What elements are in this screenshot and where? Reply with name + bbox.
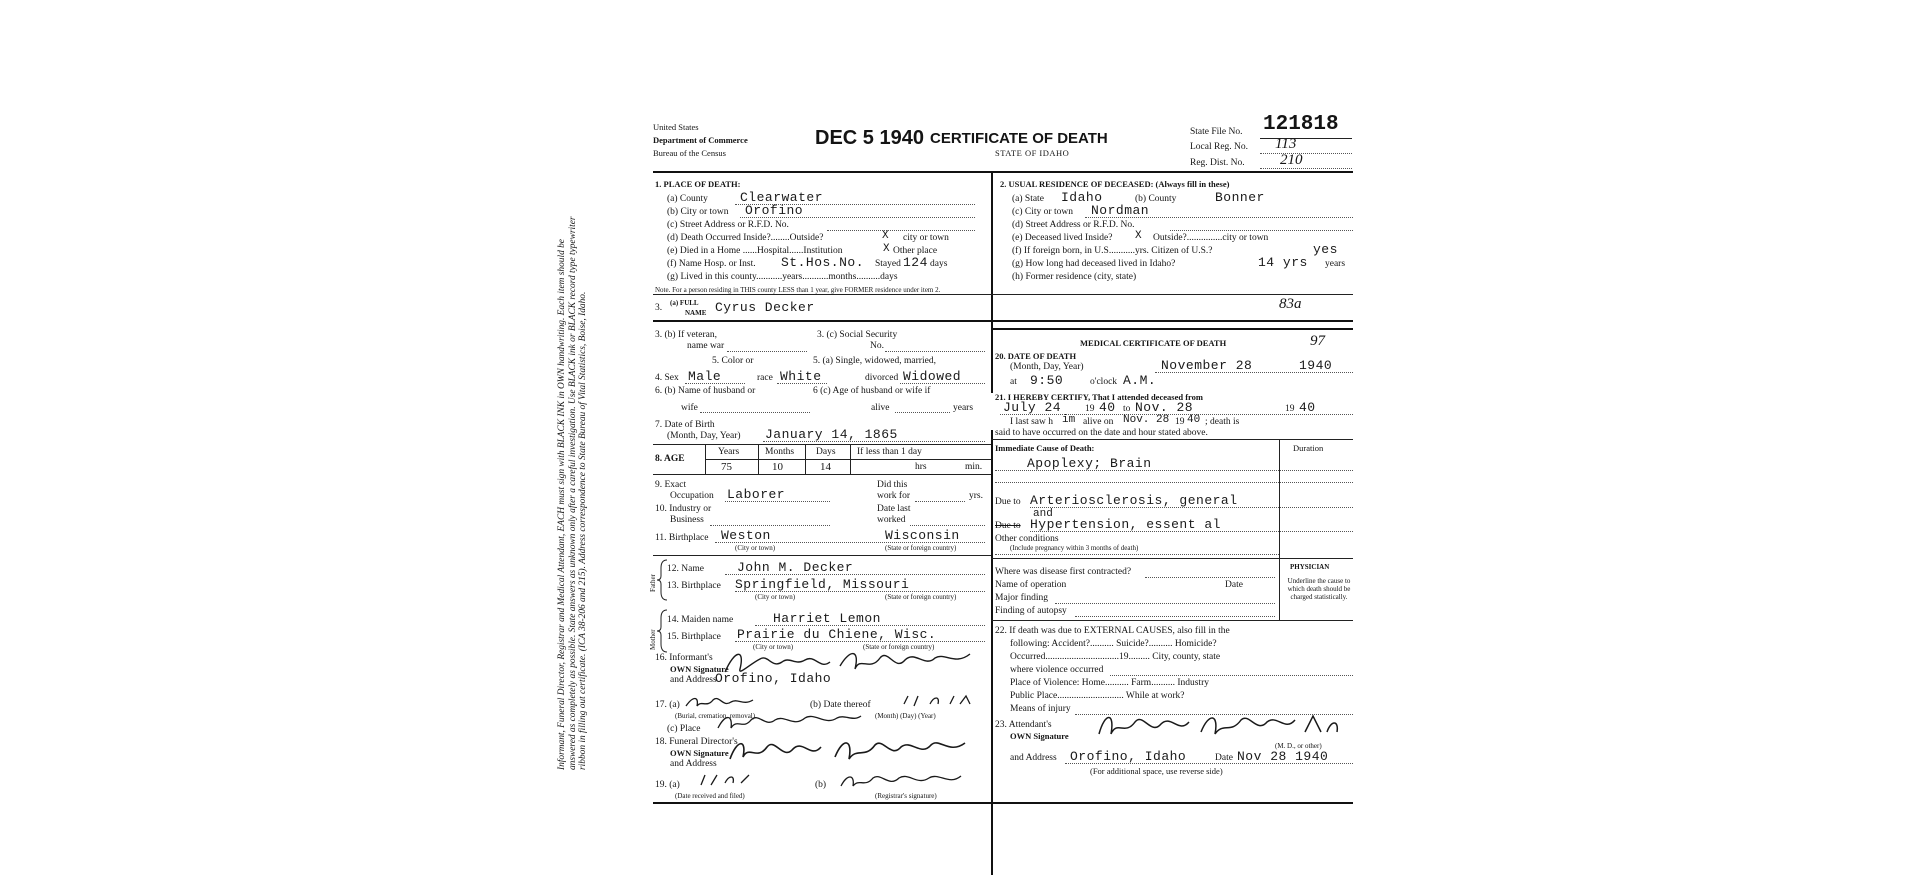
local-reg-label: Local Reg. No. (1190, 142, 1249, 152)
mother-tag: Mother (649, 629, 657, 650)
funeral-director-label-2: OWN Signature (670, 748, 729, 758)
marital-value: Widowed (903, 369, 962, 384)
at-label: at (1010, 377, 1017, 387)
attendant-address-label: and Address (1010, 753, 1057, 763)
place-label: (c) Place (667, 724, 701, 734)
foreign-born-label: (f) If foreign born, in U.S...........yrs. Citizen of U.S.? (1012, 246, 1213, 256)
dod-label: 20. DATE OF DEATH (995, 351, 1077, 361)
physician-label: PHYSICIAN (1290, 563, 1330, 571)
industry-label: 10. Industry or (655, 504, 712, 514)
res-county-value: Bonner (1215, 190, 1265, 205)
due-to-2-label: Due to (995, 521, 1021, 531)
father-birthplace-value: Springfield, Missouri (735, 577, 910, 592)
alive-label: alive (871, 403, 890, 413)
informant-address: Orofino, Idaho (715, 671, 832, 686)
dob-value: January 14, 1865 (765, 427, 898, 442)
saw-label: I last saw h (1010, 417, 1054, 427)
and-label: and (1033, 508, 1053, 520)
worked-label: worked (877, 515, 906, 525)
burial-label: 17. (a) (655, 700, 680, 710)
institution-mark: X (883, 243, 890, 255)
birth-state-caption: (State or foreign country) (885, 544, 957, 552)
funeral-director-label-3: and Address (670, 759, 717, 769)
hospital-label: (f) Name Hosp. or Inst. (667, 259, 756, 269)
attendant-address: Orofino, Idaho (1070, 749, 1187, 764)
attended-from-date: July 24 (1003, 400, 1062, 415)
filed-date-handwriting (697, 771, 757, 791)
sex-label: 4. Sex (655, 373, 679, 383)
father-state-caption: (State or foreign country) (885, 593, 957, 601)
immediate-cause: Apoplexy; Brain (1027, 456, 1152, 471)
res-inside-label: (e) Deceased lived Inside? (1012, 233, 1113, 243)
death-time: 9:50 (1030, 373, 1064, 388)
side-instructions: Informant, Funeral Director, Registrar and Medical Attendant, EACH must sign with BLACK INK in OWN handwriting. Each item should be answered as completely as possible. State answers as unknown only after a careful investigation. Use BLACK ink or BLACK record type typewriter ribbon in filling out certificate. (ICA 38-206 and 215). Address correspondence to State Bureau of Vital Statistics, Boise, Idaho. (557, 216, 589, 770)
full-name-label-a: (a) FULL (670, 299, 699, 307)
dob-label: 7. Date of Birth (655, 420, 715, 430)
means-injury-label: Means of injury (1010, 704, 1071, 714)
occupation-label-2: Occupation (670, 491, 714, 501)
stayed-label: Stayed (875, 259, 901, 269)
death-certificate (557, 90, 1353, 825)
certificate-subtitle: STATE OF IDAHO (995, 148, 1070, 158)
death-is-label: ; death is (1205, 417, 1240, 427)
dod-month-day: November 28 (1161, 358, 1253, 373)
autopsy-label: Finding of autopsy (995, 606, 1067, 616)
county-value: Clearwater (740, 190, 824, 205)
city-value: Orofino (745, 203, 804, 218)
full-name-code: 83a (1279, 296, 1302, 312)
to-19-label: 19 (1285, 404, 1295, 414)
saw-date: Nov. 28 (1123, 414, 1170, 426)
usual-residence-heading: 2. USUAL RESIDENCE OF DECEASED: (Always fill in these) (1000, 179, 1230, 189)
former-residence-note: Note. For a person residing in THIS county LESS than 1 year, give FORMER residence under item 2. (655, 286, 941, 294)
burial-caption: (Burial, cremation, removal) (675, 712, 756, 720)
res-state-label: (a) State (1012, 194, 1044, 204)
attended-to-date: Nov. 28 (1135, 400, 1194, 415)
age-months: 10 (772, 461, 783, 473)
filed-date-caption: (Date received and filed) (675, 792, 745, 800)
agency-line-1: United States (653, 122, 699, 132)
age-header-months: Months (765, 447, 795, 457)
funeral-director-label: 18. Funeral Director's (655, 737, 738, 747)
father-name-label: 12. Name (667, 564, 704, 574)
reg-dist-number: 210 (1280, 152, 1303, 168)
dod-year: 1940 (1299, 358, 1333, 373)
local-reg-number: 113 (1275, 136, 1297, 152)
father-name-value: John M. Decker (737, 560, 854, 575)
saw-year: 40 (1187, 414, 1201, 426)
informant-label-3: and Address (670, 675, 717, 685)
mother-city-caption: (City or town) (753, 643, 794, 651)
birthplace-label: 11. Birthplace (655, 533, 709, 543)
outside-mark: X (882, 230, 889, 242)
citizen-value: yes (1313, 242, 1338, 257)
res-street-label: (d) Street Address or R.F.D. No. (1012, 220, 1135, 230)
saw-alive-label: alive on (1083, 417, 1114, 427)
operation-label: Name of operation (995, 580, 1067, 590)
informant-label-2: OWN Signature (670, 664, 729, 674)
due-to-2: Hypertension, essent al (1030, 517, 1221, 532)
lived-in-county-label: (g) Lived in this county...........years...........months..........days (667, 272, 898, 282)
city-label: (b) City or town (667, 207, 729, 217)
informant-signature (720, 644, 980, 684)
attendant-label: 23. Attendant's (995, 720, 1052, 730)
reg-dist-label: Reg. Dist. No. (1190, 158, 1245, 168)
mother-name-value: Harriet Lemon (773, 611, 881, 626)
how-long-label: (g) How long had deceased lived in Idaho? (1012, 259, 1176, 269)
age-label: 8. AGE (655, 454, 685, 464)
father-tag: Father (649, 574, 657, 592)
age-header-less-day: If less than 1 day (857, 447, 922, 457)
said-occurred-label: said to have occurred on the date and hour stated above. (995, 428, 1208, 438)
mother-birthplace-label: 15. Birthplace (667, 632, 721, 642)
min-label: min. (965, 462, 983, 472)
years-label: years (953, 403, 974, 413)
state-file-number: 121818 (1263, 113, 1339, 136)
died-in-label: (e) Died in a Home ......Hospital......Institution (667, 246, 843, 256)
city-or-town-label: city or town (903, 233, 949, 243)
registrar-signature (837, 770, 977, 792)
res-outside-label: Outside?...............city or town (1153, 233, 1269, 243)
medical-heading: MEDICAL CERTIFICATE OF DEATH (1080, 338, 1227, 348)
veteran-label: 3. (b) If veteran, (655, 330, 717, 340)
stayed-value: 124 (903, 255, 928, 270)
other-conditions-label: Other conditions (995, 534, 1059, 544)
burial-date-caption: (Month) (Day) (Year) (875, 712, 936, 720)
accident-label: following: Accident?.......... Suicide?.......... Homicide? (1010, 639, 1217, 649)
due-to-1-label: Due to (995, 497, 1021, 507)
divorced-label: divorced (865, 373, 899, 383)
birth-city: Weston (721, 528, 771, 543)
funeral-director-signature (725, 733, 975, 769)
medical-code: 97 (1310, 333, 1325, 349)
veteran-label-2: name war (687, 341, 725, 351)
dod-label-2: (Month, Day, Year) (1010, 362, 1084, 372)
age-header-years: Years (718, 447, 740, 457)
ssn-label-2: No. (870, 341, 884, 351)
did-this-label: Did this (877, 480, 908, 490)
res-city-label: (c) City or town (1012, 207, 1073, 217)
hospital-name: St.Hos.No. (781, 255, 865, 270)
stayed-unit: days (930, 259, 948, 269)
res-county-label: (b) County (1135, 194, 1177, 204)
duration-label: Duration (1293, 443, 1324, 453)
spouse-age-label: 6 (c) Age of husband or wife if (813, 386, 931, 396)
spouse-name-label: 6. (b) Name of husband or (655, 386, 756, 396)
sex-value: Male (688, 369, 722, 384)
mother-name-label: 14. Maiden name (667, 615, 734, 625)
attended-to-year: 40 (1299, 400, 1316, 415)
occurred-label: Occurred...............................19......... City, county, state (1010, 652, 1221, 662)
dob-label-2: (Month, Day, Year) (667, 431, 741, 441)
race-label: race (757, 373, 773, 383)
burial-date-handwriting (900, 692, 980, 710)
age-header-days: Days (816, 447, 836, 457)
age-years: 75 (721, 461, 732, 473)
external-causes-label: 22. If death was due to EXTERNAL CAUSES, also fill in the (995, 626, 1230, 636)
saw-him: im (1062, 414, 1076, 426)
father-city-caption: (City or town) (755, 593, 796, 601)
attendant-date-label: Date (1215, 753, 1233, 763)
md-caption: (M. D., or other) (1275, 742, 1322, 750)
inside-outside-label: (d) Death Occurred Inside?........Outside? (667, 233, 824, 243)
contracted-label: Where was disease first contracted? (995, 567, 1132, 577)
reverse-side-note: (For additional space, use reverse side) (1090, 766, 1223, 776)
single-widowed-label: 5. (a) Single, widowed, married, (813, 356, 936, 366)
attendant-sign-date: Nov 28 1940 (1237, 749, 1329, 764)
res-city-value: Nordman (1091, 203, 1150, 218)
place-violence-label: Place of Violence: Home.......... Farm.......... Industry (1010, 678, 1209, 688)
occupation-value: Laborer (727, 487, 786, 502)
street-label: (c) Street Address or R.F.D. No. (667, 220, 789, 230)
full-name-number: 3. (655, 303, 663, 313)
county-label: (a) County (667, 194, 708, 204)
full-name-label-b: NAME (685, 309, 707, 317)
hrs-label: hrs (915, 462, 927, 472)
attended-from-year: 40 (1099, 400, 1116, 415)
received-date-stamp: DEC 5 1940 (815, 127, 924, 149)
registrar-label-b: (b) (815, 780, 827, 790)
registrar-label: 19. (a) (655, 780, 680, 790)
res-inside-mark: X (1135, 230, 1142, 242)
oclock-label: o'clock (1090, 377, 1118, 387)
mother-birthplace-value: Prairie du Chiene, Wisc. (737, 627, 937, 642)
due-to-1: Arteriosclerosis, general (1030, 493, 1238, 508)
major-finding-label: Major finding (995, 593, 1049, 603)
physician-note: Underline the cause to which death should be charged statistically. (1287, 577, 1351, 601)
res-state-value: Idaho (1061, 190, 1103, 205)
father-birthplace-label: 13. Birthplace (667, 581, 721, 591)
burial-date-label: (b) Date thereof (810, 700, 871, 710)
agency-line-2: Department of Commerce (653, 135, 748, 145)
other-conditions-caption: (Include pregnancy within 3 months of death) (1010, 544, 1139, 552)
birth-city-caption: (City or town) (735, 544, 776, 552)
occupation-label: 9. Exact (655, 480, 687, 490)
race-value: White (780, 369, 822, 384)
saw-19-label: 19 (1175, 417, 1185, 427)
public-place-label: Public Place............................ While at work? (1010, 691, 1185, 701)
work-for-label: work for (877, 491, 910, 501)
how-long-unit: years (1325, 259, 1346, 269)
place-of-death-heading: 1. PLACE OF DEATH: (655, 179, 741, 189)
attendant-label-2: OWN Signature (1010, 731, 1069, 741)
certificate-title: CERTIFICATE OF DEATH (930, 130, 1108, 147)
date-last-label: Date last (877, 504, 911, 514)
cause-label: Immediate Cause of Death: (995, 443, 1095, 453)
birth-state: Wisconsin (885, 528, 960, 543)
to-label: to (1123, 404, 1131, 414)
attendant-signature (1095, 708, 1353, 744)
wife-label: wife (681, 403, 698, 413)
other-place-label: Other place (893, 246, 938, 256)
agency-line-3: Bureau of the Census (653, 148, 726, 158)
former-residence-label: (h) Former residence (city, state) (1012, 272, 1137, 282)
mother-state-caption: (State or foreign country) (863, 643, 935, 651)
age-days: 14 (820, 461, 831, 473)
how-long-value: 14 yrs (1258, 255, 1308, 270)
from-19-label: 19 (1085, 404, 1095, 414)
informant-label: 16. Informant's (655, 653, 713, 663)
where-violence-label: where violence occurred (1010, 665, 1104, 675)
ssn-label: 3. (c) Social Security (817, 330, 898, 340)
business-label: Business (670, 515, 704, 525)
work-yrs-label: yrs. (969, 491, 983, 501)
death-ampm: A.M. (1123, 373, 1157, 388)
state-file-label: State File No. (1190, 127, 1243, 137)
full-name-value: Cyrus Decker (715, 300, 815, 315)
operation-date-label: Date (1225, 580, 1243, 590)
color-label: 5. Color or (712, 356, 754, 366)
certify-label: 21. I HEREBY CERTIFY, That I attended deceased from (995, 392, 1203, 402)
registrar-caption: (Registrar's signature) (875, 792, 937, 800)
